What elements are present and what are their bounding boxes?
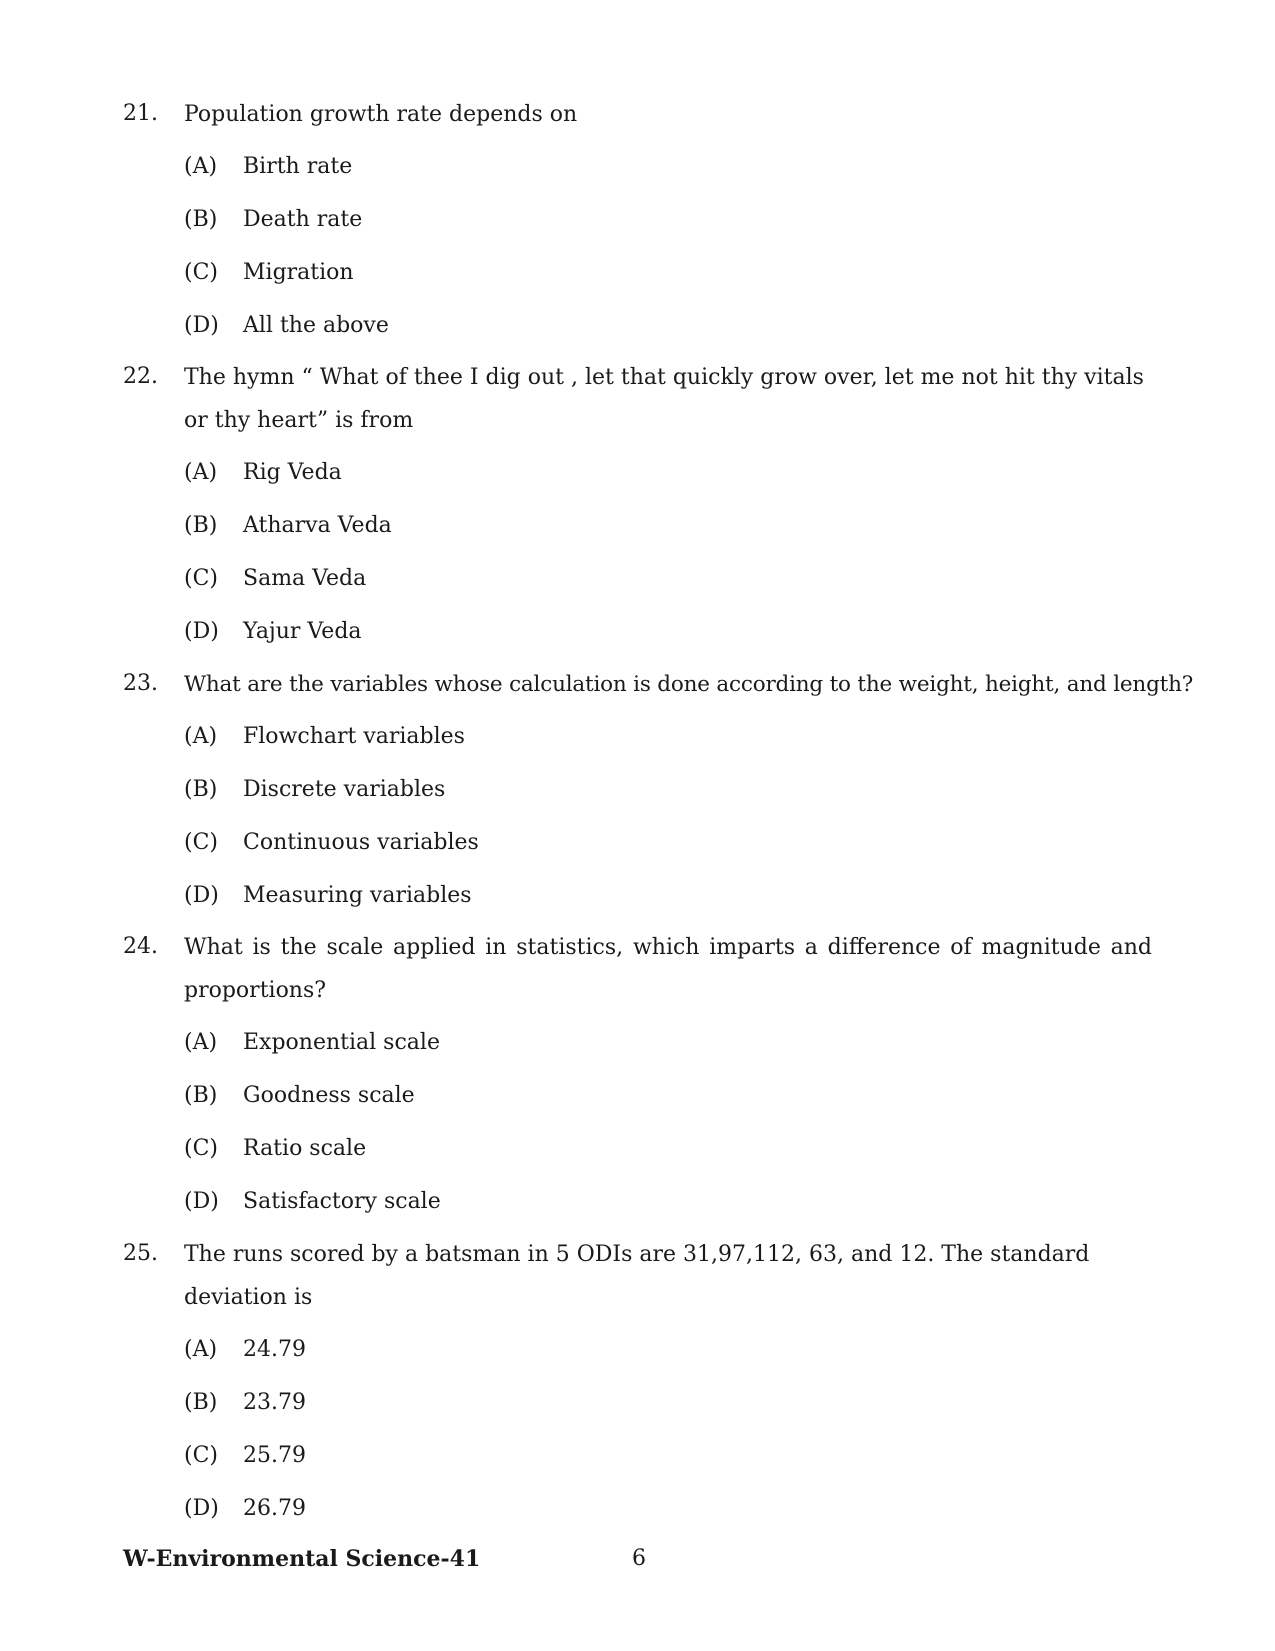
option-label: (D) bbox=[184, 1189, 219, 1214]
question-stem bbox=[0, 364, 1275, 460]
option-label: (B) bbox=[184, 1083, 218, 1108]
option-label: (D) bbox=[184, 313, 219, 338]
question-stem bbox=[0, 101, 1275, 154]
question-stem bbox=[0, 934, 1275, 1030]
option-label: (C) bbox=[184, 1136, 218, 1161]
option-label: (A) bbox=[184, 724, 218, 749]
option-label: (B) bbox=[184, 777, 218, 802]
option-text: 23.79 bbox=[243, 1390, 306, 1415]
option-b bbox=[0, 513, 1275, 566]
option-text: All the above bbox=[243, 313, 389, 338]
question-stem bbox=[0, 1241, 1275, 1337]
option-a bbox=[0, 1030, 1275, 1083]
option-text: Atharva Veda bbox=[243, 513, 392, 538]
option-label: (D) bbox=[184, 883, 219, 908]
question-text: What are the variables whose calculation is done according to the weight, height, and length? bbox=[184, 672, 1194, 697]
question-number: 23. bbox=[123, 671, 158, 696]
question-24 bbox=[0, 934, 1275, 1242]
option-text: 24.79 bbox=[243, 1337, 306, 1362]
option-a bbox=[0, 460, 1275, 513]
question-text: The runs scored by a batsman in 5 ODIs are 31,97,112, 63, and 12. The standard deviation is bbox=[184, 1242, 1090, 1310]
question-text: What is the scale applied in statistics, which imparts a difference of magnitude and proportions? bbox=[184, 935, 1152, 1003]
option-text: Goodness scale bbox=[243, 1083, 415, 1108]
option-text: 25.79 bbox=[243, 1443, 306, 1468]
option-text: Sama Veda bbox=[243, 566, 367, 591]
option-b bbox=[0, 207, 1275, 260]
option-label: (C) bbox=[184, 260, 218, 285]
paper-code: W-Environmental Science-41 bbox=[123, 1546, 481, 1572]
question-25 bbox=[0, 1241, 1275, 1549]
option-text: Rig Veda bbox=[243, 460, 342, 485]
option-label: (A) bbox=[184, 1337, 218, 1362]
option-text: Satisfactory scale bbox=[243, 1189, 441, 1214]
question-number: 21. bbox=[123, 101, 158, 126]
option-text: Migration bbox=[243, 260, 354, 285]
question-stem bbox=[0, 671, 1275, 724]
question-21 bbox=[0, 101, 1275, 366]
option-label: (C) bbox=[184, 830, 218, 855]
option-label: (D) bbox=[184, 1496, 219, 1521]
question-number: 24. bbox=[123, 934, 158, 959]
question-23 bbox=[0, 671, 1275, 936]
option-a bbox=[0, 724, 1275, 777]
option-label: (D) bbox=[184, 619, 219, 644]
option-label: (B) bbox=[184, 207, 218, 232]
option-text: Yajur Veda bbox=[243, 619, 362, 644]
page-number: 6 bbox=[632, 1546, 646, 1571]
option-text: Continuous variables bbox=[243, 830, 479, 855]
option-c bbox=[0, 260, 1275, 313]
option-text: Death rate bbox=[243, 207, 363, 232]
option-text: Measuring variables bbox=[243, 883, 472, 908]
option-text: Ratio scale bbox=[243, 1136, 367, 1161]
option-text: Discrete variables bbox=[243, 777, 446, 802]
option-b bbox=[0, 1083, 1275, 1136]
option-label: (A) bbox=[184, 154, 218, 179]
question-text: The hymn “ What of thee I dig out , let that quickly grow over, let me not hit thy vitals or thy heart” is from bbox=[184, 365, 1144, 433]
option-text: Exponential scale bbox=[243, 1030, 440, 1055]
option-d bbox=[0, 1496, 1275, 1549]
option-c bbox=[0, 1443, 1275, 1496]
option-label: (B) bbox=[184, 1390, 218, 1415]
option-c bbox=[0, 830, 1275, 883]
option-c bbox=[0, 1136, 1275, 1189]
option-text: 26.79 bbox=[243, 1496, 306, 1521]
question-text: Population growth rate depends on bbox=[184, 102, 578, 127]
option-b bbox=[0, 777, 1275, 830]
option-c bbox=[0, 566, 1275, 619]
question-number: 25. bbox=[123, 1241, 158, 1266]
option-a bbox=[0, 1337, 1275, 1390]
option-text: Flowchart variables bbox=[243, 724, 465, 749]
option-label: (C) bbox=[184, 1443, 218, 1468]
option-label: (B) bbox=[184, 513, 218, 538]
option-b bbox=[0, 1390, 1275, 1443]
question-22 bbox=[0, 364, 1275, 672]
option-label: (A) bbox=[184, 460, 218, 485]
option-text: Birth rate bbox=[243, 154, 353, 179]
question-number: 22. bbox=[123, 364, 158, 389]
option-a bbox=[0, 154, 1275, 207]
option-label: (A) bbox=[184, 1030, 218, 1055]
option-label: (C) bbox=[184, 566, 218, 591]
